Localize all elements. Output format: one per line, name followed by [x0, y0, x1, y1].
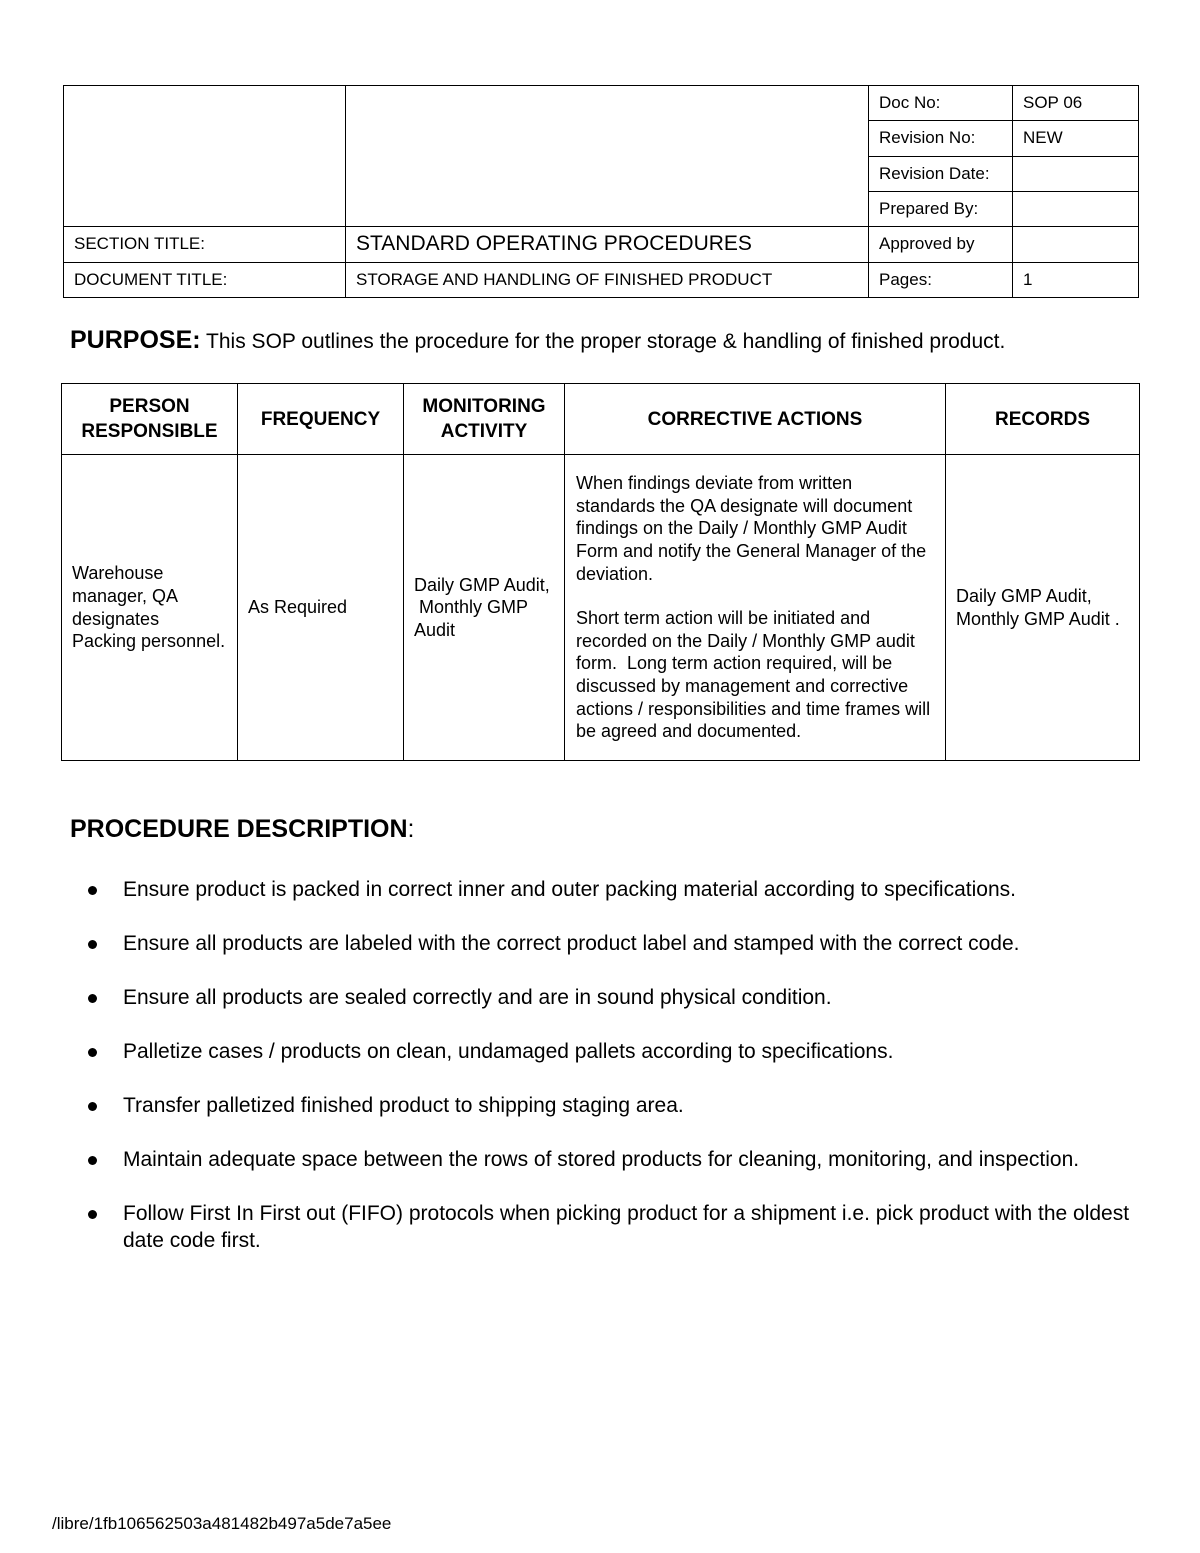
header-person-responsible	[62, 384, 238, 455]
purpose-label: PURPOSE:	[70, 326, 201, 354]
list-item	[85, 930, 1155, 957]
doc-no-value: SOP 06	[1013, 86, 1139, 121]
document-title-label: DOCUMENT TITLE:	[64, 262, 346, 297]
header-monitoring-line2: ACTIVITY	[440, 421, 528, 442]
section-title-value: STANDARD OPERATING PROCEDURES	[346, 227, 869, 262]
revision-no-label: Revision No:	[869, 121, 1013, 156]
header-monitoring-line1: MONITORING	[422, 396, 546, 417]
logo-cell	[64, 86, 346, 227]
document-title-value: STORAGE AND HANDLING OF FINISHED PRODUCT	[346, 262, 869, 297]
pages-value: 1	[1013, 262, 1139, 297]
footer-path: /libre/1fb106562503a481482b497a5de7a5ee	[52, 1514, 392, 1533]
revision-no-value: NEW	[1013, 121, 1139, 156]
list-item-text: Ensure all products are labeled with the correct product label and stamped with the correct code.	[123, 932, 1020, 955]
approved-by-value	[1013, 227, 1139, 262]
pages-label: Pages:	[869, 262, 1013, 297]
list-item-text: Palletize cases / products on clean, undamaged pallets according to specifications.	[123, 1040, 894, 1063]
list-item	[85, 1200, 1155, 1254]
bullet-icon	[88, 1156, 97, 1165]
monitoring-line1: Daily GMP Audit,	[414, 574, 550, 595]
header-person-line1: PERSON	[109, 396, 190, 417]
bullet-icon	[88, 1102, 97, 1111]
bullet-icon	[88, 994, 97, 1003]
cell-frequency: As Required	[238, 455, 404, 761]
header-monitoring-activity	[404, 384, 565, 455]
section-title-label: SECTION TITLE:	[64, 227, 346, 262]
list-item-text: Ensure product is packed in correct inner and outer packing material according to specifications.	[123, 878, 1016, 901]
list-item-text: Follow First In First out (FIFO) protocols when picking product for a shipment i.e. pick product with the oldest date code first.	[123, 1202, 1130, 1252]
header-blank-cell	[346, 86, 869, 227]
list-item-text: Ensure all products are sealed correctly and are in sound physical condition.	[123, 986, 832, 1009]
revision-date-value	[1013, 156, 1139, 191]
list-item-text: Transfer palletized finished product to shipping staging area.	[123, 1094, 684, 1117]
revision-date-label: Revision Date:	[869, 156, 1013, 191]
cell-corrective-actions	[565, 455, 946, 761]
table-header-row	[62, 384, 1140, 455]
list-item-text: Maintain adequate space between the rows of stored products for cleaning, monitoring, and inspection.	[123, 1148, 1080, 1171]
list-item	[85, 1092, 1155, 1119]
list-item	[85, 1146, 1155, 1173]
purpose-statement	[70, 326, 1005, 355]
doc-no-label: Doc No:	[869, 86, 1013, 121]
list-item	[85, 984, 1155, 1011]
procedure-colon: :	[407, 815, 415, 843]
header-corrective-actions: CORRECTIVE ACTIONS	[565, 384, 946, 455]
approved-by-label: Approved by	[869, 227, 1013, 262]
bullet-icon	[88, 1210, 97, 1219]
monitoring-table	[61, 383, 1140, 761]
procedure-heading	[70, 815, 415, 844]
purpose-text: This SOP outlines the procedure for the proper storage & handling of finished product.	[200, 330, 1006, 353]
bullet-icon	[88, 940, 97, 949]
bullet-icon	[88, 886, 97, 895]
cell-person-responsible: Warehouse manager, QA designates Packing personnel.	[62, 455, 238, 761]
prepared-by-value	[1013, 191, 1139, 226]
list-item	[85, 876, 1155, 903]
header-person-line2: RESPONSIBLE	[81, 421, 218, 442]
corrective-paragraph-2: Short term action will be initiated and recorded on the Daily / Monthly GMP audit form. Long term action required, will be discussed by management and corrective actions / responsibilities and time frames will be agreed and documented.	[576, 608, 936, 742]
header-records: RECORDS	[946, 384, 1140, 455]
header-frequency: FREQUENCY	[238, 384, 404, 455]
cell-monitoring-activity	[404, 455, 565, 761]
monitoring-line2: Monthly GMP Audit	[414, 597, 532, 640]
cell-records: Daily GMP Audit, Monthly GMP Audit .	[946, 455, 1140, 761]
prepared-by-label: Prepared By:	[869, 191, 1013, 226]
list-item	[85, 1038, 1155, 1065]
table-row	[62, 455, 1140, 761]
document-header-table	[63, 85, 1139, 298]
procedure-title: PROCEDURE DESCRIPTION	[70, 815, 408, 843]
bullet-icon	[88, 1048, 97, 1057]
corrective-paragraph-1: When findings deviate from written standards the QA designate will document findings on the Daily / Monthly GMP Audit Form and notify the General Manager of the deviation.	[576, 473, 927, 584]
procedure-list	[85, 876, 1155, 1281]
